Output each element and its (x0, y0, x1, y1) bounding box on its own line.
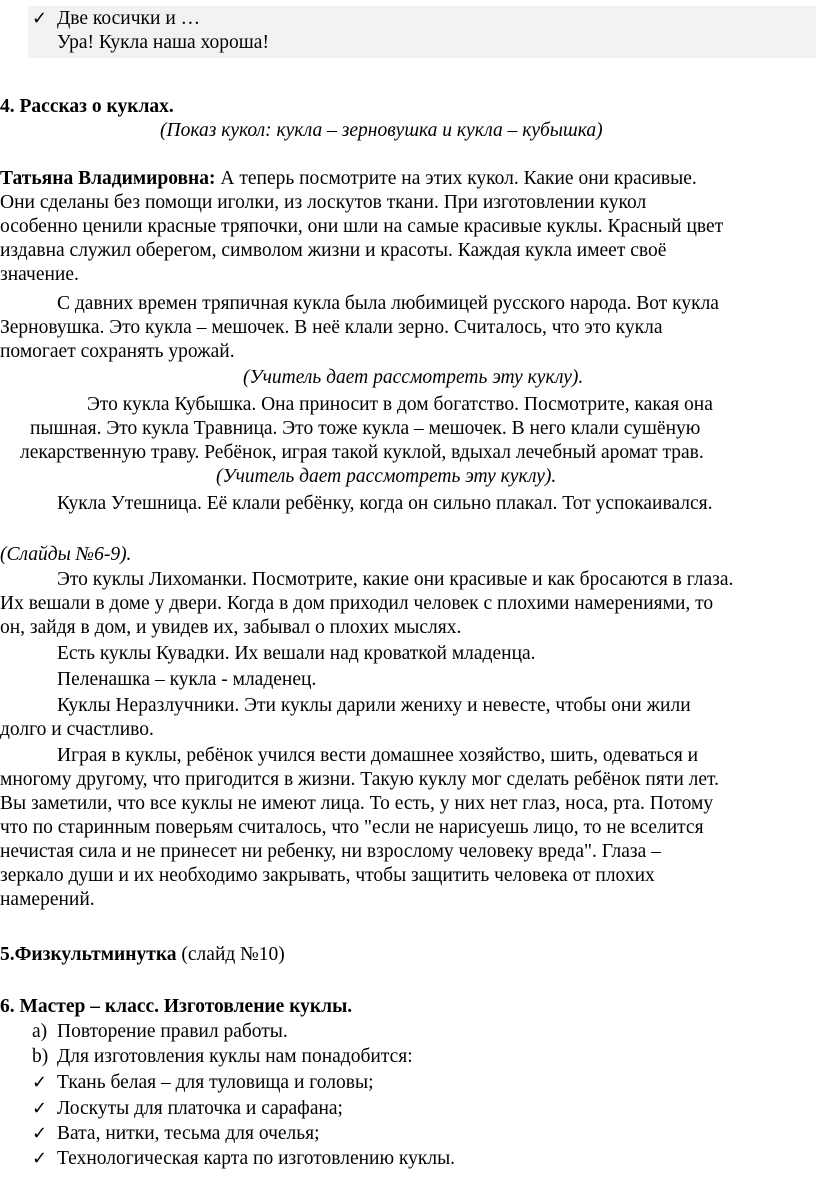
paragraph-line: намерений. (0, 889, 95, 910)
paragraph-line: пышная. Это кукла Травница. Это тоже кукла – мешочек. В него клали сушёную (30, 418, 701, 439)
paragraph-line: он, зайдя в дом, и увидев их, забывал о плохих мыслях. (0, 617, 462, 638)
paragraph-line: С давних времен тряпичная кукла была любимицей русского народа. Вот кукла (57, 293, 719, 314)
section-4-heading: 4. Рассказ о куклах. (0, 96, 174, 117)
paragraph-line: значение. (0, 264, 79, 285)
checkmark-icon: ✓ (32, 1148, 48, 1169)
slides-note: (Слайды №6-9). (0, 544, 132, 565)
teacher-note: (Учитель дает рассмотреть эту куклу). (243, 367, 584, 388)
section-5-line (0, 943, 285, 967)
verse-line-2: Ура! Кукла наша хороша! (57, 32, 269, 53)
checkmark-icon: ✓ (32, 8, 48, 29)
paragraph-line: Есть куклы Кувадки. Их вешали над кроваткой младенца. (57, 643, 536, 664)
section-5-heading: 5.Физкультминутка (0, 944, 177, 965)
paragraph-line: Это кукла Кубышка. Она приносит в дом богатство. Посмотрите, какая она (87, 394, 713, 415)
checklist-item: Вата, нитки, тесьма для очелья; (57, 1123, 320, 1144)
paragraph-line: Их вешали в доме у двери. Когда в дом приходил человек с плохими намерениями, то (0, 593, 714, 614)
paragraph-line: Куклы Неразлучники. Эти куклы дарили жениху и невесте, чтобы они жили (57, 695, 691, 716)
list-marker: b) (32, 1046, 49, 1067)
checkmark-icon: ✓ (32, 1123, 48, 1144)
paragraph-line: Это куклы Лихоманки. Посмотрите, какие они красивые и как бросаются в глаза. (57, 569, 734, 590)
list-item: Для изготовления куклы нам понадобится: (57, 1046, 413, 1067)
checklist-item: Ткань белая – для туловища и головы; (57, 1072, 374, 1093)
paragraph-line: многому другому, что пригодится в жизни. Такую куклу мог сделать ребёнок пяти лет. (0, 769, 719, 790)
paragraph-line: особенно ценили красные тряпочки, они шли на самые красивые куклы. Красный цвет (0, 216, 724, 237)
speech-first-line (0, 167, 697, 191)
paragraph-line: лекарственную траву. Ребёнок, играя такой куклой, вдыхал лечебный аромат трав. (20, 442, 704, 463)
paragraph-line: помогает сохранять урожай. (0, 341, 235, 362)
checkmark-icon: ✓ (32, 1072, 48, 1093)
verse-line-1: Две косички и … (57, 8, 201, 29)
paragraph-line: долго и счастливо. (0, 719, 154, 740)
section-5-slide: (слайд №10) (176, 944, 285, 965)
section-6-heading: 6. Мастер – класс. Изготовление куклы. (0, 996, 353, 1017)
paragraph-line: Зерновушка. Это кукла – мешочек. В неё клали зерно. Считалось, что это кукла (0, 317, 663, 338)
teacher-note: (Учитель дает рассмотреть эту куклу). (216, 466, 557, 487)
paragraph-line: зеркало души и их необходимо закрывать, чтобы защитить человека от плохих (0, 865, 655, 886)
paragraph-line: Они сделаны без помощи иголки, из лоскутов ткани. При изготовлении кукол (0, 192, 647, 213)
paragraph-line: издавна служил оберегом, символом жизни и красоты. Каждая кукла имеет своё (0, 240, 667, 261)
paragraph-line: Кукла Утешница. Её клали ребёнку, когда он сильно плакал. Тот успокаивался. (57, 493, 713, 514)
checkmark-icon: ✓ (32, 1098, 48, 1119)
paragraph-line: нечистая сила и не принесет ни ребенку, ни взрослому человеку вреда". Глаза – (0, 841, 661, 862)
paragraph-line: Играя в куклы, ребёнок учился вести домашнее хозяйство, шить, одеваться и (57, 745, 699, 766)
speech-text: А теперь посмотрите на этих кукол. Какие они красивые. (215, 168, 697, 189)
list-marker: a) (32, 1021, 48, 1042)
checklist-item: Технологическая карта по изготовлению куклы. (57, 1148, 456, 1169)
paragraph-line: Вы заметили, что все куклы не имеют лица. То есть, у них нет глаз, носа, рта. Потому (0, 793, 714, 814)
section-4-note: (Показ кукол: кукла – зерновушка и кукла – кубышка) (160, 120, 603, 141)
paragraph-line: Пеленашка – кукла - младенец. (57, 669, 317, 690)
speaker-name: Татьяна Владимировна: (0, 168, 216, 189)
checklist-item: Лоскуты для платочка и сарафана; (57, 1098, 343, 1119)
list-item: Повторение правил работы. (57, 1021, 288, 1042)
paragraph-line: что по старинным поверьям считалось, что "если не нарисуешь лицо, то не вселится (0, 817, 704, 838)
